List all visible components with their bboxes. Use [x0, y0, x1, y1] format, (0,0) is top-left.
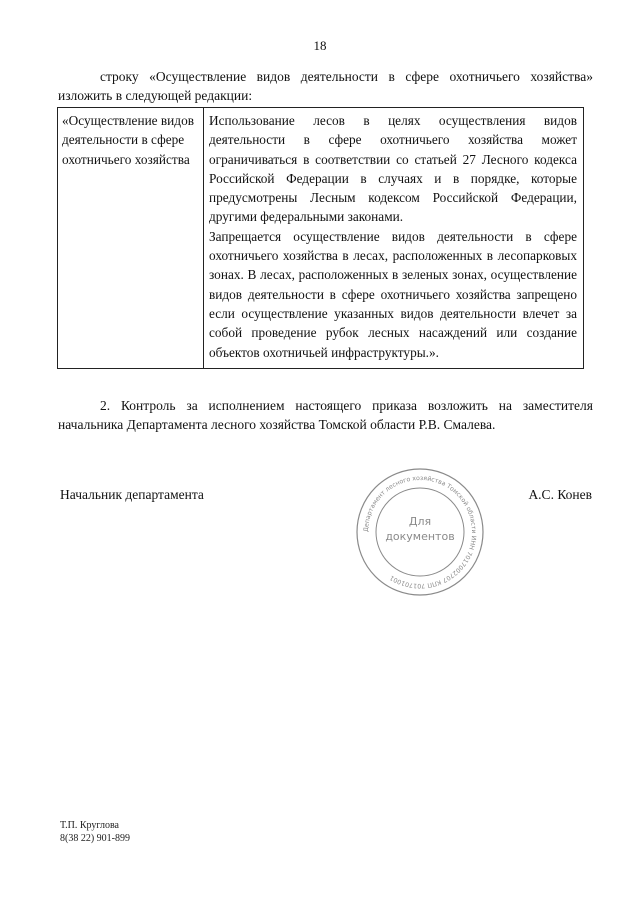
table-paragraph: Использование лесов в целях осуществления видов деятельности в сфере охотничьего хозяйства может ограничиваться в соответствии со статьей 27 Лесного кодекса Российской Федерации в случаях и в порядке, которые предусмотрены Лесным кодексом Российской Федерации, другими федеральными законами. [209, 113, 577, 225]
intro-paragraph: строку «Осуществление видов деятельности в сфере охотничьего хозяйства» изложить в следующей редакции: [58, 69, 593, 103]
item-2-paragraph: 2. Контроль за исполнением настоящего приказа возложить на заместителя начальника Департамента лесного хозяйства Томской области Р.В. Смалева. [58, 398, 593, 432]
executor-name: Т.П. Круглова [60, 820, 119, 831]
amendment-table [57, 107, 584, 369]
stamp-center-line2: документов [385, 530, 455, 543]
stamp-seal [355, 467, 485, 597]
table-left-cell: «Осуществление видов деятельности в сфере охотничьего хозяйства [58, 108, 204, 369]
table-paragraph: Запрещается осуществление видов деятельности в сфере охотничьего хозяйства в лесах, расположенных в лесопарковых зонах. В лесах, расположенных в зеленых зонах, осуществление видов деятельности в сфере охотничьего хозяйства запрещено если осуществление указанных видов деятельности влечет за собой проведение рубок лесных насаждений или создание объектов охотничьей инфраструктуры.». [209, 228, 577, 360]
footer-executor-block [60, 819, 130, 845]
signer-name: А.С. Конев [528, 487, 592, 502]
page-number: 18 [313, 38, 327, 53]
executor-phone: 8(38 22) 901-899 [60, 833, 130, 844]
stamp-ring-text: Департамент лесного хозяйства Томской области ИНН 7017002707 КПП 701701001 [362, 474, 478, 590]
table-right-cell [204, 108, 584, 369]
signer-title: Начальник департамента [60, 487, 204, 502]
table-row [58, 108, 584, 369]
stamp-center-line1: Для [408, 515, 432, 528]
